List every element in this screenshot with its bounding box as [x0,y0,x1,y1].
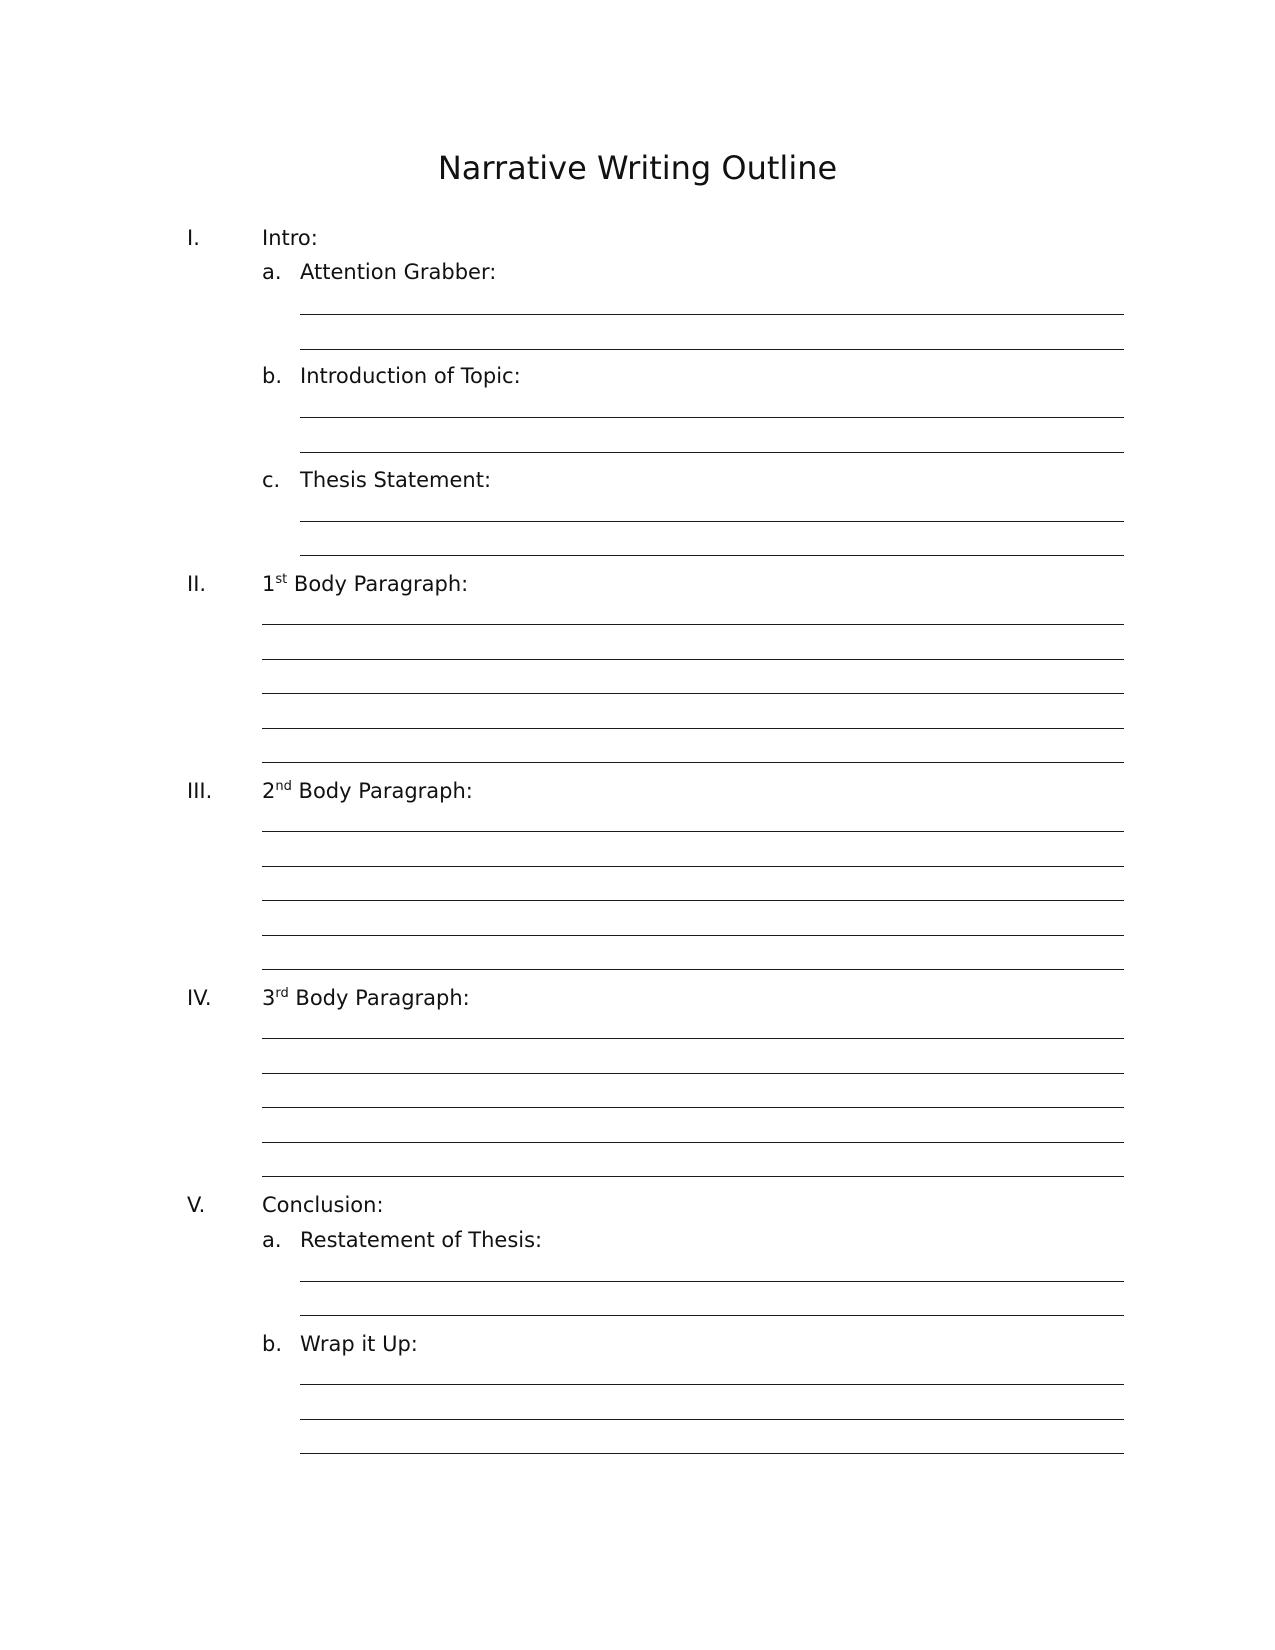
write-line[interactable] [262,624,1124,625]
write-line[interactable] [262,693,1124,694]
letter-attention-grabber: a. [262,260,282,284]
label-restatement-of-thesis: Restatement of Thesis: [300,1228,543,1252]
numeral-body3: IV. [187,986,212,1010]
label-introduction-of-topic: Introduction of Topic: [300,364,521,388]
ordinal-number: 1 [262,572,276,596]
heading-text: Body Paragraph: [287,572,469,596]
write-line[interactable] [300,314,1124,315]
letter-wrap-it-up: b. [262,1332,283,1356]
write-line[interactable] [300,417,1124,418]
numeral-intro: I. [187,226,200,250]
write-line[interactable] [300,1453,1124,1454]
write-line[interactable] [300,452,1124,453]
ordinal-number: 3 [262,986,276,1010]
write-line[interactable] [262,1142,1124,1143]
write-line[interactable] [300,1419,1124,1420]
heading-body3 [262,984,470,1012]
write-line[interactable] [300,521,1124,522]
write-line[interactable] [262,900,1124,901]
write-line[interactable] [262,728,1124,729]
label-attention-grabber: Attention Grabber: [300,260,497,284]
write-line[interactable] [300,1281,1124,1282]
heading-text: Body Paragraph: [288,986,470,1010]
ordinal-suffix: rd [275,986,289,1001]
label-thesis-statement: Thesis Statement: [300,468,492,492]
write-line[interactable] [262,659,1124,660]
heading-intro: Intro: [262,226,318,250]
heading-text: Body Paragraph: [291,779,473,803]
letter-introduction-of-topic: b. [262,364,283,388]
write-line[interactable] [262,831,1124,832]
heading-conclusion: Conclusion: [262,1193,384,1217]
write-line[interactable] [262,1176,1124,1177]
numeral-body2: III. [187,779,213,803]
ordinal-number: 2 [262,779,276,803]
write-line[interactable] [300,1384,1124,1385]
write-line[interactable] [262,1038,1124,1039]
write-line[interactable] [300,1315,1124,1316]
write-line[interactable] [300,349,1124,350]
heading-body2 [262,777,473,805]
ordinal-suffix: st [275,572,288,587]
write-line[interactable] [262,762,1124,763]
write-line[interactable] [262,1107,1124,1108]
label-wrap-it-up: Wrap it Up: [300,1332,418,1356]
heading-body1 [262,570,468,598]
write-line[interactable] [262,935,1124,936]
page-title: Narrative Writing Outline [437,149,838,187]
write-line[interactable] [300,555,1124,556]
numeral-body1: II. [187,572,207,596]
write-line[interactable] [262,969,1124,970]
write-line[interactable] [262,866,1124,867]
letter-thesis-statement: c. [262,468,281,492]
numeral-conclusion: V. [187,1193,206,1217]
ordinal-suffix: nd [275,779,292,794]
letter-restatement-of-thesis: a. [262,1228,282,1252]
write-line[interactable] [262,1073,1124,1074]
